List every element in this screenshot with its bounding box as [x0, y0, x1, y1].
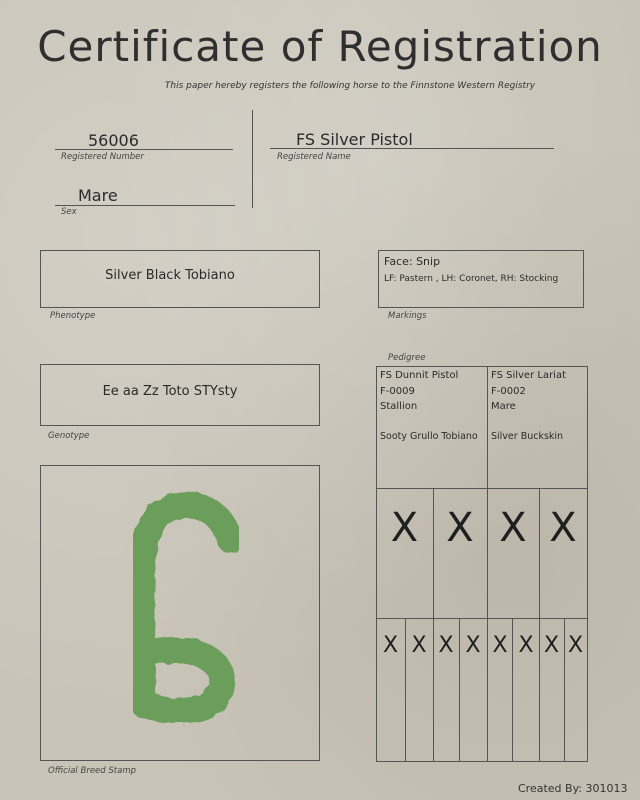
- sex-line: [55, 205, 235, 206]
- unknown-granddam-2: X: [549, 505, 577, 551]
- unknown-ggp-4: X: [465, 633, 481, 658]
- markings-label: Markings: [388, 311, 427, 321]
- unknown-granddam-1: X: [446, 505, 474, 551]
- registered-name-label: Registered Name: [277, 152, 351, 162]
- unknown-grandsire-1: X: [390, 505, 419, 551]
- dam-name: FS Silver Lariat: [491, 370, 567, 381]
- unknown-ggp-7: X: [543, 633, 560, 658]
- certificate-title: Certificate of Registration: [37, 22, 603, 71]
- unknown-ggp-6: X: [518, 633, 534, 658]
- breed-stamp-icon: [40, 465, 320, 761]
- unknown-ggp-8: X: [567, 633, 584, 658]
- genotype-value: Ee aa Zz Toto STYsty: [102, 384, 238, 399]
- sex-value: Mare: [78, 186, 118, 205]
- unknown-ggp-5: X: [492, 633, 508, 658]
- sex-label: Sex: [61, 207, 77, 217]
- markings-legs: LF: Pastern , LH: Coronet, RH: Stocking: [384, 274, 559, 284]
- unknown-ggp-2: X: [411, 633, 427, 658]
- sire-sex: Stallion: [380, 401, 418, 412]
- registered-number-value: 56006: [88, 131, 139, 150]
- markings-face: Face: Snip: [384, 255, 441, 268]
- dam-sex: Mare: [491, 401, 516, 412]
- genotype-label: Genotype: [48, 431, 90, 441]
- unknown-ggp-1: X: [382, 633, 399, 658]
- unknown-grandsire-2: X: [499, 505, 527, 551]
- dam-color: Silver Buckskin: [491, 431, 564, 442]
- field-divider: [252, 110, 253, 208]
- phenotype-value: Silver Black Tobiano: [105, 268, 235, 283]
- unknown-ggp-3: X: [438, 633, 454, 658]
- sire-id: F-0009: [380, 386, 415, 397]
- sire-color: Sooty Grullo Tobiano: [380, 431, 478, 442]
- phenotype-label: Phenotype: [50, 311, 96, 321]
- pedigree-label: Pedigree: [388, 353, 426, 363]
- dam-id: F-0002: [491, 386, 526, 397]
- registered-name-line: [270, 148, 554, 149]
- pedigree-grid: [376, 366, 588, 762]
- certificate-subtitle: This paper hereby registers the following horse to the Finnstone Western Registry: [164, 81, 536, 91]
- registered-number-label: Registered Number: [61, 152, 144, 162]
- registered-name-value: FS Silver Pistol: [296, 130, 413, 149]
- creator-credit: Created By: 301013: [518, 782, 628, 795]
- sire-name: FS Dunnit Pistol: [380, 370, 459, 381]
- registered-number-line: [55, 149, 233, 150]
- stamp-label: Official Breed Stamp: [48, 766, 136, 776]
